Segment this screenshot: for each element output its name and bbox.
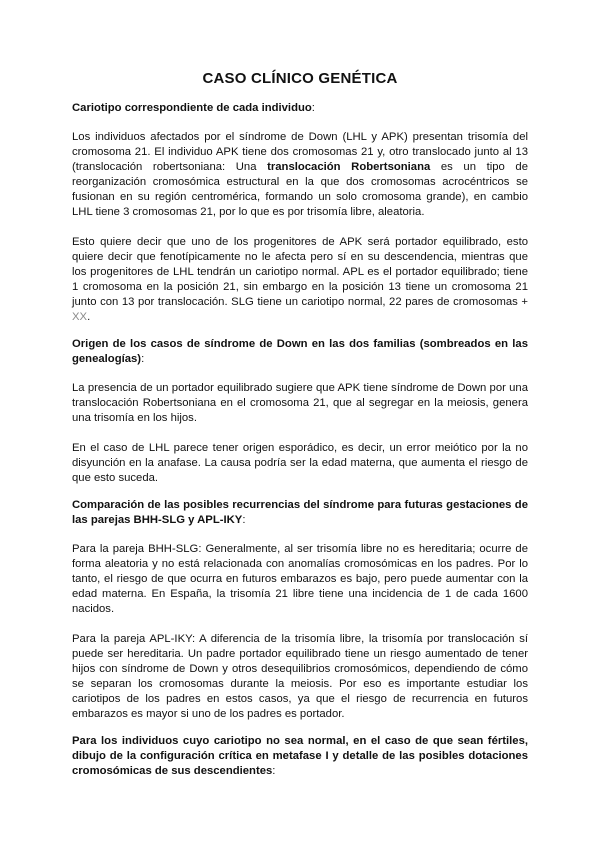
paragraph-end: . xyxy=(87,311,91,323)
paragraph-text: Esto quiere decir que uno de los progenitores de APK será portador equilibrado, esto quiere decir que fenotípicamente no le afecta pero sí en su descendencia, mientras que los progenitores de LHL tendrán un cariotipo normal. APL es el portador equilibrado; tiene 1 cromosoma en la posición 21, sin embargo en la posición 13 tiene un cromosoma 21 junto con 13 por translocación. SLG tiene un cariotipo normal, 22 pares de cromosomas + xyxy=(72,236,528,308)
section-heading-recurrencias xyxy=(72,498,528,528)
page-title: CASO CLÍNICO GENÉTICA xyxy=(202,70,398,87)
heading-colon: : xyxy=(141,353,145,365)
section-heading-origen xyxy=(72,337,528,367)
section-heading-text: Origen de los casos de síndrome de Down en las dos familias (sombreados en las genealogías) xyxy=(72,338,528,365)
paragraph-pareja-apl-iky: Para la pareja APL-IKY: A diferencia de la trisomía libre, la trisomía por translocación sí puede ser hereditaria. Un padre portador equilibrado tiene un riesgo aumentado de tener hijos con síndrome de Down y otros desequilibrios cromosómicos, dependiendo de cómo se separan los cromosomas durante la meiosis. Por eso es importante estudiar los cariotipos de los padres en estos casos, ya que el riesgo de recurrencia en futuros embarazos es mayor si uno de los padres es portador. xyxy=(72,633,528,720)
paragraph-text: es un tipo de reorganización cromosómica estructural en la que dos cromosomas acrocéntricos se fusionan en su región centromérica, formando un solo cromosoma grande), en cambio LHL tiene 3 cromosomas 21, por lo que es por trisomía libre, aleatoria. xyxy=(72,161,528,218)
paragraph-pareja-bhh-slg: Para la pareja BHH-SLG: Generalmente, al ser trisomía libre no es hereditaria; ocurre de forma aleatoria y no está relacionada con anomalías cromosómicas en los padres. Por lo tanto, el riesgo de que ocurra en futuros embarazos es bajo, pero puede aumentar con la edad materna. En España, la trisomía 21 libre tiene una incidencia de 1 de cada 1600 nacidos. xyxy=(72,543,528,615)
heading-colon: : xyxy=(272,765,276,777)
heading-colon: : xyxy=(311,102,315,114)
section-heading-metafase xyxy=(72,734,528,779)
paragraph-origen-apk: La presencia de un portador equilibrado sugiere que APK tiene síndrome de Down por una translocación Robertsoniana en el cromosoma 21, que al segregar en la meiosis, genera una trisomía en los hijos. xyxy=(72,382,528,424)
heading-colon: : xyxy=(242,514,246,526)
section-heading-text: Para los individuos cuyo cariotipo no sea normal, en el caso de que sean fértiles, dibujo de la configuración crítica en metafase I y detalle de las posibles dotaciones cromosómicas de sus descendientes xyxy=(72,735,528,777)
paragraph-origen-lhl: En el caso de LHL parece tener origen esporádico, es decir, un error meiótico por la no disyunción en la anafase. La causa podría ser la edad materna, que aumenta el riesgo de que esto suceda. xyxy=(72,442,528,484)
document-content xyxy=(72,70,528,793)
bold-term-translocacion: translocación Robertsoniana xyxy=(267,161,431,173)
paragraph-portador xyxy=(72,235,528,325)
section-heading-text: Cariotipo correspondiente de cada individuo xyxy=(72,102,312,114)
paragraph-trisomia xyxy=(72,130,528,220)
section-heading-text: Comparación de las posibles recurrencias del síndrome para futuras gestaciones de las parejas BHH-SLG y APL-IKY xyxy=(72,499,528,526)
karyotype-xx: XX xyxy=(72,311,88,323)
section-heading-cariotipo xyxy=(72,101,528,116)
paragraph-text: Los individuos afectados por el síndrome de Down (LHL y APK) presentan trisomía del cromosoma 21. El individuo APK tiene dos cromosomas 21 y, otro translocado junto al 13 (translocación robertsoniana: Una xyxy=(72,131,528,173)
